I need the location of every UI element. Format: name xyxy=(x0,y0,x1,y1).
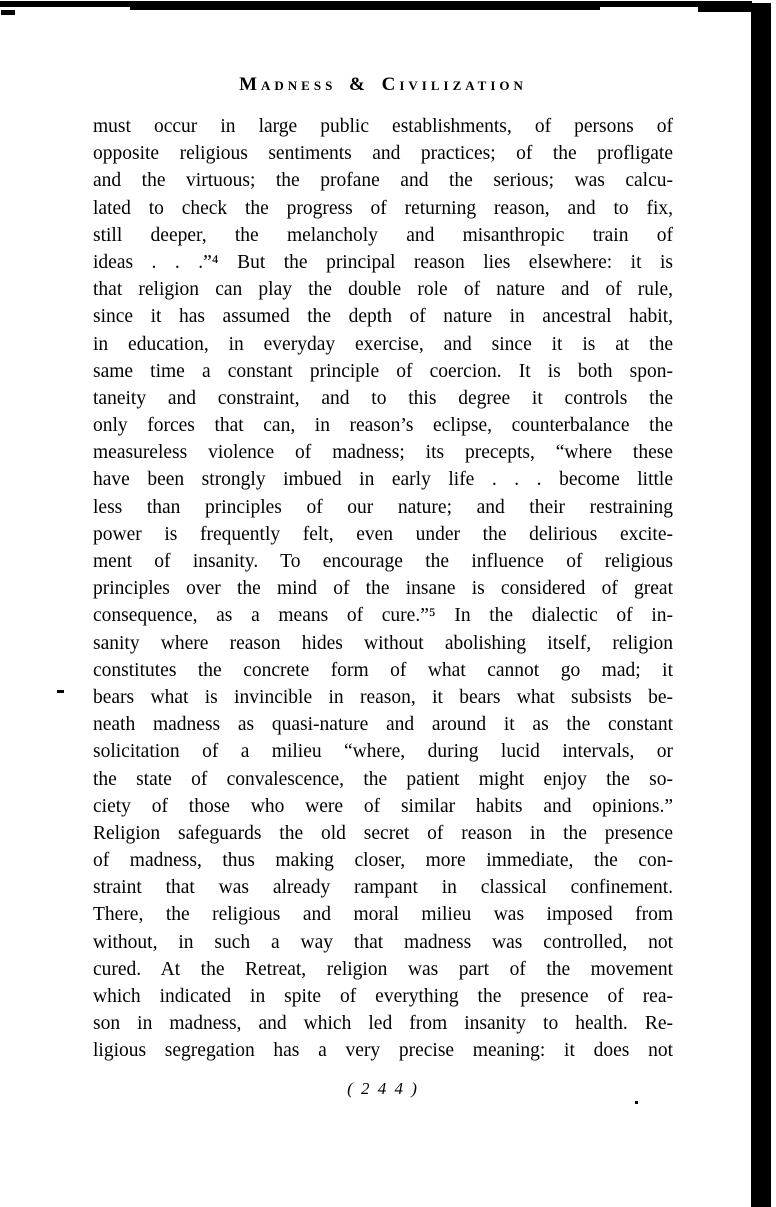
text-line: sanity where reason hides without abolishing itself, religion xyxy=(93,632,673,654)
text-line: There, the religious and moral milieu was imposed from xyxy=(93,904,673,926)
scan-edge-top-thick xyxy=(130,1,600,10)
scan-edge-top-right xyxy=(698,1,752,12)
text-line: still deeper, the melancholy and misanthropic train of xyxy=(93,224,673,246)
text-line: without, in such a way that madness was controlled, not xyxy=(93,931,673,953)
text-line: principles over the mind of the insane is considered of great xyxy=(93,578,673,600)
text-line: neath madness as quasi-nature and around it as the constant xyxy=(93,714,673,736)
text-line: in education, in everyday exercise, and since it is at the xyxy=(93,333,673,355)
ink-speck-topleft xyxy=(1,10,15,15)
text-line: cured. At the Retreat, religion was part of the movement xyxy=(93,958,673,980)
text-line: since it has assumed the depth of nature in ancestral habit, xyxy=(93,306,673,328)
text-line: ideas . . .”⁴ But the principal reason lies elsewhere: it is xyxy=(93,251,673,273)
text-line: ligious segregation has a very precise meaning: it does not xyxy=(93,1040,673,1062)
text-line: same time a constant principle of coercion. It is both spon- xyxy=(93,360,673,382)
text-line: taneity and constraint, and to this degree it controls the xyxy=(93,387,673,409)
text-line: constitutes the concrete form of what cannot go mad; it xyxy=(93,659,673,681)
text-line: Religion safeguards the old secret of reason in the presence xyxy=(93,822,673,844)
ink-speck-left-margin xyxy=(57,690,64,693)
text-line: measureless violence of madness; its precepts, “where these xyxy=(93,442,673,464)
running-head: Madness & Civilization xyxy=(239,74,527,95)
text-line: consequence, as a means of cure.”⁵ In the dialectic of in- xyxy=(93,605,673,627)
text-line: son in madness, and which led from insanity to health. Re- xyxy=(93,1013,673,1035)
text-line: opposite religious sentiments and practices; of the profligate xyxy=(93,143,673,165)
text-line: and the virtuous; the profane and the serious; was calcu- xyxy=(93,170,673,192)
text-line: only forces that can, in reason’s eclipse, counterbalance the xyxy=(93,415,673,437)
text-line: lated to check the progress of returning reason, and to fix, xyxy=(93,197,673,219)
text-line: less than principles of our nature; and their restraining xyxy=(93,496,673,518)
text-line: solicitation of a milieu “where, during lucid intervals, or xyxy=(93,741,673,763)
text-line: of madness, thus making closer, more immediate, the con- xyxy=(93,850,673,872)
ink-speck-bottom-right xyxy=(635,1101,638,1104)
text-line: must occur in large public establishments, of persons of xyxy=(93,116,673,137)
text-line: the state of convalescence, the patient might enjoy the so- xyxy=(93,768,673,790)
page-number: ( 2 4 4 ) xyxy=(347,1079,419,1098)
text-line: have been strongly imbued in early life . . . become little xyxy=(93,469,673,491)
text-line: ciety of those who were of similar habits and opinions.” xyxy=(93,795,673,817)
text-line: that religion can play the double role of nature and of rule, xyxy=(93,279,673,301)
text-line: bears what is invincible in reason, it bears what subsists be- xyxy=(93,686,673,708)
text-line: straint that was already rampant in classical confinement. xyxy=(93,877,673,899)
text-line: ment of insanity. To encourage the influence of religious xyxy=(93,551,673,572)
scan-edge-right xyxy=(751,3,771,1207)
text-line: which indicated in spite of everything the presence of rea- xyxy=(93,986,673,1007)
page-body xyxy=(93,113,673,1065)
text-line: power is frequently felt, even under the delirious excite- xyxy=(93,523,673,545)
